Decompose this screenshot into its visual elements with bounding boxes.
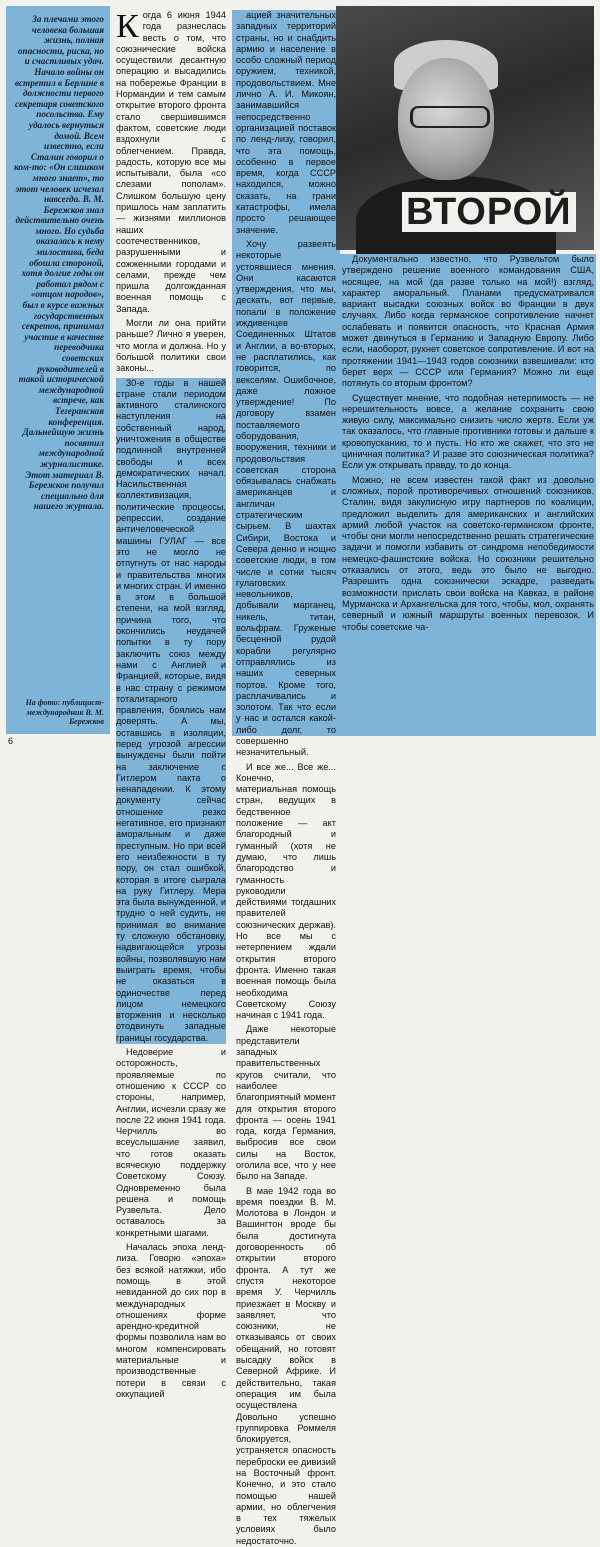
article-column-2 — [232, 10, 340, 1546]
col2-paragraph: Хочу развеять некоторые устоявшиеся мнения. Они касаются утверждения, что мы, дескать, вот первые, попали в положение иждивенцев Соединенных Штатов и Англии, а во-вторых, не расплатились, как говорится, по векселям. Ошибочное, даже ложное утверждение! По договору взамен поставляемого оборудования, вооружения, техники и продовольствия советская сторона обязывалась снабжать американцев и англичан стратегическим сырьем. В шахтах Сибири, Востока и Севера денно и нощно советские люди, в том числе и сотни тысяч гулаговских невольников, добывали марганец, никель, титан, вольфрам. Груженые бесценной рудой корабли регулярно отправлялись из наших северных портов. Кроме того, расплачивались и золотом. Так что если у нас и остался какой-либо долг, то совершенно незначительный. — [236, 238, 336, 758]
article-column-1 — [116, 8, 226, 1399]
col1-paragraph: огда 6 июня 1944 года разнеслась весть о том, что союзнические войска осуществили десантную операцию и высадились на побережье Франции в Нормандии и тем самым открытие второго фронта стало свершившимся фактом, советские люди вздохнули с облегчением. Правда, радость, которую все мы испытывали, была «со слезами пополам». Слишком большую цену пришлось нам заплатить — жизнями миллионов наших соотечественников, разрушенными и сожженными городами и селами, прежде чем пришла долгожданная военная помощь с Запада. — [116, 10, 226, 314]
col3-paragraph: Можно, не всем известен такой факт из довольно сложных, порой противоречивых отношений союзников. Сталин, видя закулисную игру партнеров по коалиции, предложил выделить для американских и английских армий любой участок на советско-германском фронте, чтобы они могли непосредственно решать стратегические задачи и помогли избавить от синдрома непобедимости немецко-фашистские войска. Но союзники решительно отказались от этого, ведь это было не выгодно. Разрешить одна союзнически эскадре, разведать возможности прислать свои войска на Кавказ, в районе Мурманска и Архангельска для того, чтобы, мол, охранять северный и южный маршруты военных перевозок. И чтобы советские ча- — [342, 474, 594, 632]
col2-paragraph: В мае 1942 года во время поездки В. М. Молотова в Лондон и Вашингтон вроде бы была достигнута договоренность об открытии второго фронта. А тут же спустя некоторое время У. Черчилль приезжает в Москву и заявляет, что союзники, не отказываясь от своих обещаний, но готовят высадку войск в Северной Африке. И действительно, такая операция им была осуществлена Довольно успешно группировка Роммеля блокируется, устраняется опасность переброски ее дивизий на Восточный фронт. Конечно, и это стало помощью нашей армии, но облегчения в тех тяжелых условиях было недостаточно. — [236, 1185, 336, 1546]
portrait-photo — [336, 6, 594, 250]
dropcap-letter: К — [116, 8, 139, 45]
intro-sidebar — [6, 6, 110, 734]
col3-paragraph: Существует мнение, что подобная нетерпимость — не нерешительность вовсе, а желание сохранить свою живую силу, максимально снизить число жертв. Если уж так оказалось, что главные противники готовы и дальше к кровопусканию, то и пусть. Но кто же скажет, что это не циничная политика? И разве это союзническая политика? Если уж открывать правду, то до конца. — [342, 392, 594, 471]
photo-glasses — [410, 106, 490, 128]
col1-paragraph: Недоверие и осторожность, проявляемые по отношению к СССР со стороны, например, Англии, исчезли сразу же после 22 июня 1941 года. Черчилль во всеуслышание заявил, что готов оказать всяческую поддержку Советскому Союзу. Одновременно была решена и помощь Рузвельта. Дело оставалось за конкретными шагами. — [116, 1047, 226, 1238]
photo-caption: На фото: публицист-международник В. М. Бережков — [25, 698, 104, 726]
article-column-3 — [340, 254, 596, 736]
col1-paragraph: 30-е годы в нашей стране стали периодом активного сталинского наступления на собственный народ, уничтожения в обществе подлинной внутренней свободы и всех демократических начал. Насильственная коллективизация, политические процессы, репрессии, создание античеловеческой машины ГУЛАГ — все это не могло не отпугнуть от нас народы и правительства многих и многих стран. И именно в этом в большой степени, на мой взгляд, причина того, что окончились неудачей попытки в ту пору заключить союз между нами с Англией и Францией, которые, видя в нас страну с режимом тоталитарного правления, боялись нам доверять. А мы, оставшись в изоляции, перед угрозой агрессии вынуждены были пойти на заключение с Гитлером пакта о ненападении. К этому документу сейчас отношение резко негативное, его признают аморальным и даже преступным. Но при всей его неизбежности в ту пору, он стал ошибкой, которая в итоге сыграла на руку Гитлеру. Мера эта была вынужденной, и трудно о ней судить, не принимая во внимание ту сложную обстановку, надвигающейся угрозы войны, позволявшую нам выиграть время, чтобы не оказаться в одиночестве перед лицом немецкого вторжения и несколько отодвинуть западные границы государства. — [116, 377, 226, 1043]
col3-paragraph: Документально известно, что Рузвельтом было утверждено решение военного командования США, носящее, на мой (да разве только на мой!) взгляд, характер аморальный. Планами предусматривался вариант высадки союзных войск во Франции в двух случаях. Либо когда германское сопротивление начнет ослабевать и появится опасность, что Красная Армия может двинуться в Германию и Западную Европу. Либо если, наоборот, рухнет советское сопротивление. И вот на протяжении 1941—1943 годов союзники взвешивали: кто берет верх — СССР или Германия? Можно ли еще потянуть со вторым фронтом? — [342, 254, 594, 389]
page-number: 6 — [8, 736, 14, 746]
col2-paragraph: Даже некоторые представители западных правительственных кругов считали, что наиболее благоприятный момент для открытия второго фронта — осень 1941 года, когда Германия, выбросив все свои силы на Восток, оголила все, что у нее было на Западе. — [236, 1024, 336, 1182]
intro-text: За плечами этого человека большая жизнь, полная опасности, риска, но и счастливых удач. Начало войны он встретил в Берлине в должности первого секретаря советского посольства. Ему удалось вернуться домой. Всем известно, если Сталин говорил о ком-то: «Он слишком много знает», то этот человек исчезал навсегда. В. М. Бережков знал действительно очень много. Но судьба оказалась к нему милостива, беда обошла стороной, хотя долгие годы он работал рядом с «отцом народов», был в курсе важных государственных секретов, принимал участие в качестве переводчика советских руководителей в такой исторической международной встрече, как Тегеранская конференция. Дальнейшую жизнь посвятил международной журналистике. Этот материал В. Бережков получил специально для нашего журнала. — [14, 14, 104, 512]
article-headline: ВТОРОЙ — [402, 192, 576, 232]
col1-paragraph: Могли ли она прийти раньше? Лично я уверен, что могла и должна. Но у большой политики свои законы... — [116, 318, 226, 374]
col2-paragraph: И все же... Все же... Конечно, материальная помощь стран, ведущих в бедственное положение — акт благородный и гуманный (хотя не думаю, что лишь благородство и гуманность руководили действиями тогдашних правителей союзнических держав). Но все мы с нетерпением ждали открытия второго фронта. Именно такая военная помощь была необходима Советскому Союзу начиная с 1941 года. — [236, 761, 336, 1021]
col1-paragraph: Началась эпоха ленд-лиза. Говорю «эпоха» без всякой натяжки, ибо помощь в этой невиданной до сих пор в международных отношениях форме арендно-кредитной формы позволила нам во многом компенсировать материальные и производственные потери в связи с оккупацией — [116, 1242, 226, 1399]
col2-paragraph: ацией значительных западных территорий страны, но и снабдить армию и население в особо сложный период оружием, техникой, продовольствием. Мне лично А. И. Микоян, занимавшийся непосредственно организацией поставок по ленд-лизу, говорил, что эта помощь, особенно в первое время, когда СССР находился, можно сказать, на грани катастрофы, имела просто решающее значение. — [236, 10, 336, 235]
